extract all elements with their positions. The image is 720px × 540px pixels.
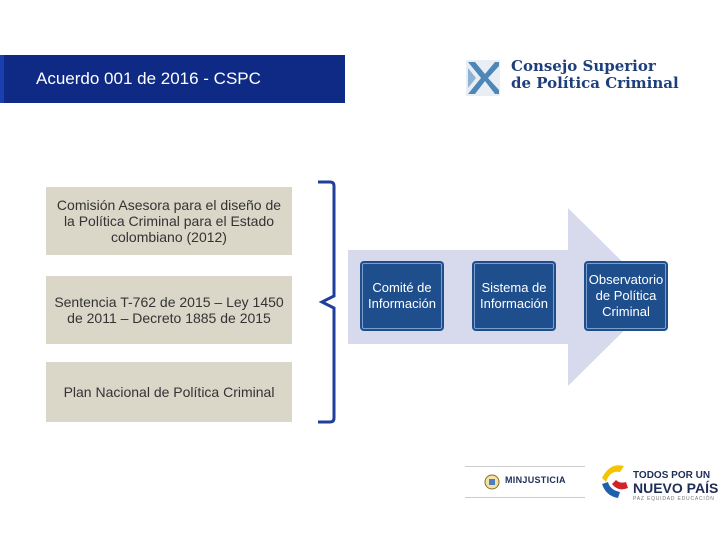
- process-card-sistema: [474, 263, 554, 329]
- source-box-text: Plan Nacional de Política Criminal: [63, 384, 275, 400]
- cspc-logo: [466, 58, 686, 98]
- slide-title-text: Acuerdo 001 de 2016 - CSPC: [36, 69, 261, 88]
- nuevo-pais-line2: NUEVO PAÍS: [633, 480, 719, 496]
- source-box-plan: [46, 362, 292, 422]
- source-box-comision: [46, 187, 292, 255]
- cspc-wordmark: [511, 58, 679, 92]
- nuevo-pais-line1: TODOS POR UN: [633, 470, 711, 481]
- cspc-wordmark-line2: de Política Criminal: [511, 74, 679, 92]
- minjusticia-label: MINJUSTICIA: [505, 475, 566, 485]
- nuevo-pais-wordmark: [633, 470, 718, 495]
- cspc-emblem-icon: [466, 60, 500, 96]
- source-box-sentencia: [46, 276, 292, 344]
- nuevo-pais-tagline: PAZ EQUIDAD EDUCACIÓN: [633, 496, 715, 502]
- process-card-observatorio: [586, 263, 666, 329]
- slide-title: [0, 55, 345, 103]
- coat-of-arms-icon: [484, 474, 500, 490]
- source-box-text: Sentencia T-762 de 2015 – Ley 1450 de 2011 – Decreto 1885 de 2015: [54, 294, 284, 326]
- process-card-text: Comité de Información: [368, 280, 436, 311]
- process-card-text: Observatorio de Política Criminal: [588, 272, 664, 319]
- process-card-text: Sistema de Información: [480, 280, 548, 311]
- source-box-text: Comisión Asesora para el diseño de la Política Criminal para el Estado colombiano (2012): [56, 197, 282, 245]
- cspc-wordmark-line1: Consejo Superior: [511, 57, 656, 75]
- process-card-comite: [362, 263, 442, 329]
- bracket-divider: [316, 180, 336, 424]
